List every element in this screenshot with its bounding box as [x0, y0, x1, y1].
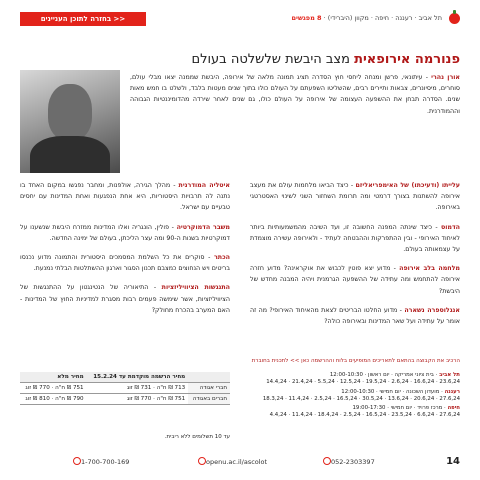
topic-heading: עלייתו (ודעיכתו) של האימפריאליזם: [355, 182, 460, 189]
topic-text: - מדוע החלטו הבריטים לצאת מהאיחוד האירופי? מה זה אומר על עתידה ועל שאר המדינות ובאירופה כולה?: [250, 306, 460, 326]
topic-item: [250, 305, 460, 327]
website-text: openu.ac.il/ascolot: [206, 458, 268, 466]
schedule-city: רעננה: [444, 388, 460, 395]
page-title: [191, 52, 460, 67]
schedule-time: · 19:00-17:30: [352, 405, 391, 412]
meetings-count: 8 מפגשים: [291, 14, 322, 22]
schedule-row: [250, 405, 460, 420]
apple-logo-icon: [449, 13, 460, 24]
lecturer-photo: [20, 70, 120, 173]
registration-note[interactable]: הרכיב את הקבוצה בהתאם לתאריכים המופיעים בלוח וההרשמה כאן >> לתכנית בחוברת: [251, 358, 460, 364]
topic-text: - כיצד הביאו מלחמות עולם את מעצב אירופה להשתנות בצורך דרמטי ומה תרומת השחזור השני לשינוי האסטרטגי באירופה.: [250, 182, 460, 212]
topic-heading: איטליה המודרנית: [178, 182, 230, 189]
schedule-city: חיפה: [447, 405, 460, 412]
globe-icon: [198, 457, 206, 465]
full-price: 751 ₪ ח"ה · 770 ₪ זוג: [20, 383, 87, 394]
schedule-dates: 27.6,24 · 6.6,24 · 23.5,24 · 16.5,24 · 2.5,24 · 18.4,24 · 11.4,24 · 4.4,24: [269, 412, 460, 419]
topic-item: [20, 180, 230, 214]
phone-icon: [73, 457, 81, 465]
phone-number: 052-2303397: [331, 458, 375, 466]
intro-text: - עיתונאי, פרשן ומנחה ליחסי חוץ הסדרה תציג תמונה מלאה של אירופה, היבשת שממנה יצאו מבלי עולם, סוחרים, מיסיונרים, צבאות ותיירים רבים, שהשליטו השפעתם על העולם כולו בתוך שנים מעטות בלבד, ולשלט בו חמש מאות שנים. הסדרה תבחן את ההשפעה העצומה של אירופה על העולם כולו, גם שנים לאחר שירדה מהדומיננטיות הגבוהה וההמודרנית.: [130, 74, 460, 115]
phone-contact[interactable]: [70, 457, 129, 466]
lecturer-name: אורן נהרי: [431, 74, 460, 81]
schedule-row: [250, 389, 460, 404]
schedule-dates: 23.6,24 · 16.6,24 · 2.6,24 · 19.5,24 · 12.5,24 · 5.5,24 · 21.4,24 · 14.4,24: [266, 379, 460, 386]
price-header: [188, 372, 230, 383]
price-row: [20, 383, 230, 394]
price-row-label: חברי אגודה: [188, 383, 230, 394]
early-price: 751 ₪ ח"ה · 770 ₪ זוג: [87, 394, 189, 405]
back-to-contents-button[interactable]: << בחזרה לתוכן העניינים: [20, 12, 146, 26]
page-number: 14: [446, 456, 460, 467]
topic-text: - מדוע יצא פוטין לכבוש את אוקראינה? מדוע חזרה אירופה להתחמש ומה עתידה של ההשפעה הגרמנית ויהיה המבנה מחדש של היבשת?: [250, 265, 460, 295]
schedule-time: · 12:00-10:30: [329, 372, 369, 378]
topic-item: [20, 252, 230, 274]
price-header: מחיר הרשמה מוקדמת עד 15.2.24: [87, 372, 189, 383]
schedule-place: · מועדון השכונה · יום חמישי: [379, 388, 445, 395]
topic-item: [250, 222, 460, 256]
schedule-row: [250, 372, 460, 387]
topic-heading: אנגלוספרה נשארה: [404, 306, 460, 314]
cities-text: תל אביב · רעננה · חיפה · מקוון (היברידי) ·: [323, 14, 442, 22]
schedule-place: · בית ציוני אמריקה · יום ראשון: [368, 372, 440, 378]
schedule-time: · 12:00-10:30: [341, 388, 380, 395]
topic-text: - סוקרים את כל השלמת המסמכים היסטורית והתמונה מדוע נכנסו בריטים ויש הנחוצים כמצבם תכנון הסגור וארגון ההשתלטות הבלתי נמנעת.: [20, 254, 230, 273]
schedule-list: [250, 372, 460, 422]
title-bold: פנורמה אירופאית: [354, 52, 460, 67]
topic-item: [20, 222, 230, 244]
topic-item: [250, 263, 460, 297]
early-price: 713 ₪ ח"ה · 731 ₪ זוג: [87, 383, 189, 394]
topic-item: [20, 282, 230, 316]
schedule-place: · מרכז פרויד · יום חמישי: [390, 405, 448, 412]
topic-text: - התיאוריה של הנטינגטון על ההתנגשות של הציוויליזציות, אשר שימשה פעמים רבות מסגרת למדיניות החוץ של המדינות - האם המערב בהכרח מחולק?: [20, 284, 230, 314]
topic-heading: משבר הדמוקרטיה: [176, 223, 230, 231]
website-link[interactable]: [195, 457, 267, 466]
phone-contact[interactable]: [320, 457, 375, 466]
schedule-dates: 27.6,24 · 20.6,24 · 13.6,24 · 30.5,24 · 16.5,24 · 2.5,24 · 11.4,24 · 18.3,24: [262, 395, 460, 402]
title-rest: מצב היבשת שלשלטה בעולם: [191, 52, 350, 67]
payments-footnote: עד 10 תשלומים ללא ריבית.: [164, 434, 230, 440]
intro-paragraph: [130, 72, 460, 117]
phone-icon: [323, 457, 331, 465]
topic-text: - כיצד שינתה המפנה החשובה זו, ועד השיבה מהמשמעותיות ביותר לאיחוד האירופי - ובין ההתפרקות וההבטחה לעתיד - ולאירופה עשירה מוצמדת על עצמאותה בעולם.: [250, 223, 460, 254]
topic-heading: הכתר: [214, 254, 230, 262]
topic-heading: התנגשות הציוויליזציות: [161, 284, 230, 292]
price-header: מחיר מלא: [20, 372, 87, 383]
schedule-city: תל אביב: [439, 372, 460, 378]
phone-number: 1-700-700-169: [81, 458, 130, 466]
top-bar: [20, 12, 460, 26]
photo-head: [48, 84, 92, 140]
footer: [20, 456, 460, 468]
topics-left-column: [20, 180, 230, 324]
photo-body: [30, 136, 110, 173]
topic-text: - פולין, הונגריה ואלו המדינות ממזרח היבשת שנשענו על דמוקרטיות בשנות ה-90 ומה עצר הליכתן, בעולם של ימינה החדשה.: [20, 223, 230, 242]
topic-heading: הדמוס: [440, 223, 460, 231]
price-header-row: [20, 372, 230, 383]
price-row: [20, 394, 230, 405]
topic-heading: מלחמה בלב אירופה: [399, 265, 460, 273]
topic-item: [250, 180, 460, 214]
topics-right-column: [250, 180, 460, 335]
topic-text: - מהלך הגירה, אולפנות, ומחבר נפגשו במקום האחד בו נתנה לה תרבויות היסטוריות, היא אחת הנפגעות ואחת המדינות עם יחסים טבעיים עם ישראל.: [20, 182, 230, 212]
price-table: [20, 372, 230, 405]
full-price: 790 ₪ ח"ה · 810 ₪ זוג: [20, 394, 87, 405]
cities-line: [292, 14, 442, 22]
price-row-label: חברים באגודה: [188, 394, 230, 405]
